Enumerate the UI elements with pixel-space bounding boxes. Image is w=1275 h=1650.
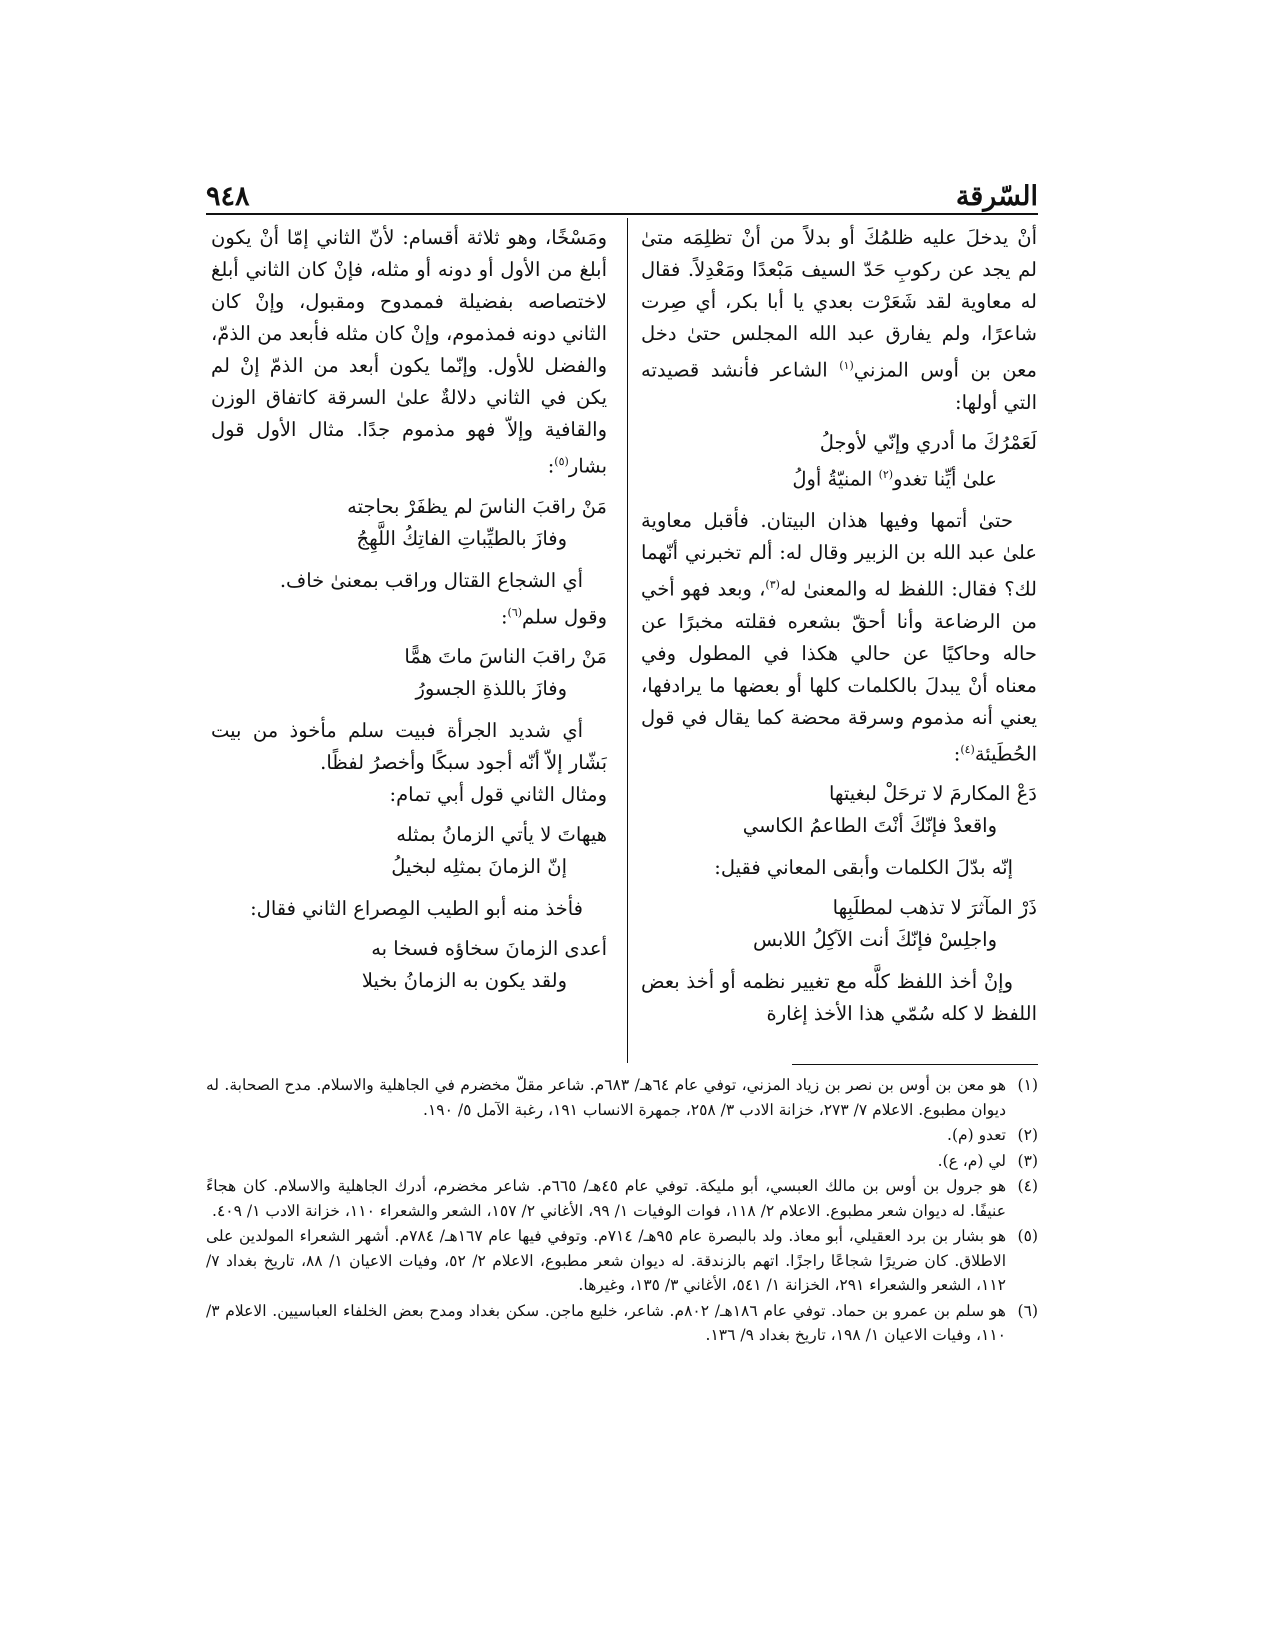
verse <box>211 641 607 705</box>
footnote-ref: (١) <box>839 359 854 372</box>
paragraph: وإنْ أخذ اللفظ كلَّه مع تغيير نظمه أو أخذ بعض اللفظ لا كله سُمّي هذا الأخذ إغارة <box>641 970 1037 1025</box>
verse-hemistich: واقعدْ فإنّكَ أنْتَ الطاعمُ الكاسي <box>742 814 997 837</box>
verse <box>211 819 607 883</box>
verse <box>641 892 1037 956</box>
footnote <box>206 1174 1038 1223</box>
footnote-ref: (٤) <box>960 742 975 756</box>
footnote-text: تعدو (م). <box>947 1126 1006 1144</box>
verse-hemistich: مَنْ راقبَ الناسَ ماتَ همًّا <box>404 645 607 668</box>
footnote-number: (٦) <box>1017 1301 1038 1320</box>
footnote-number: (٢) <box>1017 1126 1038 1144</box>
footnote-ref: (٥) <box>554 455 569 468</box>
footnote <box>206 1224 1038 1298</box>
verse <box>211 491 607 555</box>
verse-hemistich: وفازَ باللذةِ الجسورُ <box>415 677 567 700</box>
paragraph: حتىٰ أتمها وفيها هذان البيتان. فأقبل معاوية علىٰ عبد الله بن الزبير وقال له: ألم تخبرني أنّهما لك؟ فقال: اللفظ له والمعنىٰ له$^{(٣)}$، وبعد فهو أخي من الرضاعة وأنا أحقّ بشعره فقلته مخبرًا عن حاله وحاكيًا عن حالي هكذا في المطول وفي معناه أنْ يبدلَ بالكلمات كلها أو بعضها ما يرادفها، يعني أنه مذموم وسرقة محضة كما يقال في قول الحُطَيئة$^{(٤)}$: <box>641 509 1037 765</box>
verse-hemistich: هيهاتَ لا يأتي الزمانُ بمثله <box>396 823 607 846</box>
verse-hemistich: دَعْ المكارمَ لا ترحَلْ لبغيتها <box>828 782 1037 805</box>
paragraph: ومَسْخًا، وهو ثلاثة أقسام: لأنّ الثاني إمّا أنْ يكون أبلغ من الأول أو دونه أو مثله، فإنْ كان الثاني أبلغ لاختصاصه بفضيلة فممدوح ومقبول، وإنْ كان الثاني دونه فمذموم، وإنْ كان مثله فأبعد من الذمّ، والفضل للأول. وإنّما يكون أبعد من الذمّ إنْ لم يكن في الثاني دلالةٌ علىٰ السرقة كاتفاق الوزن والقافية وإلاّ فهو مذموم جدًا. مثال الأول قول بشار$^{(٥)}$: <box>211 226 607 478</box>
paragraph: إنّه بدّلَ الكلمات وأبقى المعاني فقيل: <box>714 856 1013 879</box>
verse-hemistich: لَعَمْرُكَ ما أدري وإنّي لأوجلُ <box>819 430 1037 454</box>
verse-hemistich: واجلِسْ فإنّكَ أنت الآكِلُ اللابس <box>753 928 997 951</box>
right-column <box>641 222 1037 1052</box>
paragraph: أنْ يدخلَ عليه ظلمُكَ أو بدلاً من أنْ تظلِمَه متىٰ لم يجد عن ركوبِ حَدّ السيف مَبْعدًا ومَعْدِلاً. فقال له معاوية لقد شَعَرْت بعدي يا أبا بكر، أي صِرت شاعرًا، ولم يفارق عبد الله المجلس حتىٰ دخل معن بن أوس المزني$^{(١)}$ الشاعر فأنشد قصيدته التي أولها: <box>641 226 1037 414</box>
column-divider <box>627 218 628 1063</box>
verse-hemistich: إنّ الزمانَ بمثلِه لبخيلُ <box>391 855 567 878</box>
footnote-number: (١) <box>1017 1076 1038 1094</box>
footnotes <box>206 1073 1038 1413</box>
left-column <box>211 222 607 1052</box>
page-header <box>206 170 1038 212</box>
verse <box>641 427 1037 496</box>
footnote-text: هو سلم بن عمرو بن حماد. توفي عام ١٨٦هـ/ ٨٠٢م. شاعر، خليع ماجن. سكن بغداد ومدح بعض الخلفاء العباسيين. الاعلام ٣/ ١١٠، وفيات الاعيان ١/ ١٩٨، تاريخ بغداد ٩/ ١٣٦. <box>206 1301 1006 1344</box>
verse-hemistich: ذَرْ المآثرَ لا تذهب لمطلَبِها <box>832 896 1037 919</box>
footnote <box>206 1123 1038 1148</box>
footnote-number: (٤) <box>1017 1177 1038 1195</box>
verse-hemistich: وفازَ بالطيِّباتِ الفاتِكُ اللَّهِجُ <box>356 526 567 550</box>
verse <box>211 933 607 997</box>
page-number: ٩٤٨ <box>206 181 250 212</box>
paragraph: ومثال الثاني قول أبي تمام: <box>389 783 607 806</box>
paragraph: أي شديد الجرأة فبيت سلم مأخوذ من بيت بَشّار إلاّ أنّه أجود سبكًا وأخصرُ لفظًا. <box>211 719 607 774</box>
footnote-number: (٥) <box>1017 1227 1038 1245</box>
paragraph: أي الشجاع القتال وراقب بمعنىٰ خاف. <box>279 568 583 592</box>
running-title: السّرقة <box>955 181 1038 212</box>
footnote <box>206 1299 1038 1348</box>
verse-hemistich: علىٰ أيِّنا تغدو$^{(٢)}$ المنيّةُ أولُ <box>792 467 997 490</box>
verse-hemistich: ولقد يكون به الزمانُ بخيلا <box>361 969 567 992</box>
paragraph: وقول سلم$^{(٦)}$: <box>500 605 607 628</box>
footnote-ref: (٢) <box>878 467 894 481</box>
footnote <box>206 1073 1038 1122</box>
footnote-number: (٣) <box>1017 1151 1038 1170</box>
paragraph: فأخذ منه أبو الطيب المِصراع الثاني فقال: <box>250 897 583 920</box>
header-rule <box>206 213 1038 215</box>
verse-hemistich: أعدى الزمانَ سخاؤه فسخا به <box>371 937 607 960</box>
footnote <box>206 1149 1038 1174</box>
footnote-rule <box>792 1064 1038 1065</box>
footnote-text: هو بشار بن برد العقيلي، أبو معاذ. ولد بالبصرة عام ٩٥هـ/ ٧١٤م. وتوفي فيها عام ١٦٧هـ/ ٧٨٤م. أشهر الشعراء المولدين على الاطلاق. كان ضريرًا شجاعًا راجزًا. اتهم بالزندقة. له ديوان شعر مطبوع، الاعلام ٢/ ٥٢، وفيات الاعيان ١/ ٨٨، تاريخ بغداد ٧/ ١١٢، الشعر والشعراء ٢٩١، الخزانة ١/ ٥٤١، الأغاني ٣/ ١٣٥، وغيرها. <box>206 1227 1007 1294</box>
footnote-text: هو معن بن أوس بن نصر بن زياد المزني، توفي عام ٦٤هـ/ ٦٨٣م. شاعر مقلّ مخضرم في الجاهلية والاسلام. مدح الصحابة. له ديوان مطبوع. الاعلام ٧/ ٢٧٣، خزانة الادب ٣/ ٢٥٨، جمهرة الانساب ١٩١، رغبة الآمل ٥/ ١٩٠. <box>206 1076 1006 1119</box>
footnote-text: هو جرول بن أوس بن مالك العبسي، أبو مليكة. توفي عام ٤٥هـ/ ٦٦٥م. شاعر مخضرم، أدرك الجاهلية والاسلام. كان هجاءً عنيفًا. له ديوان شعر مطبوع. الاعلام ٢/ ١١٨، فوات الوفيات ١/ ٩٩، الأغاني ٢/ ١٥٧، الشعر والشعراء ١١٠، خزانة الادب ١/ ٤٠٩. <box>206 1177 1006 1220</box>
footnote-text: لي (م، ع). <box>937 1151 1006 1170</box>
footnote-ref: (٣) <box>765 578 780 591</box>
verse <box>641 778 1037 842</box>
verse-hemistich: مَنْ راقبَ الناسَ لم يظفَرْ بحاجته <box>347 494 607 518</box>
footnote-ref: (٦) <box>507 605 523 619</box>
